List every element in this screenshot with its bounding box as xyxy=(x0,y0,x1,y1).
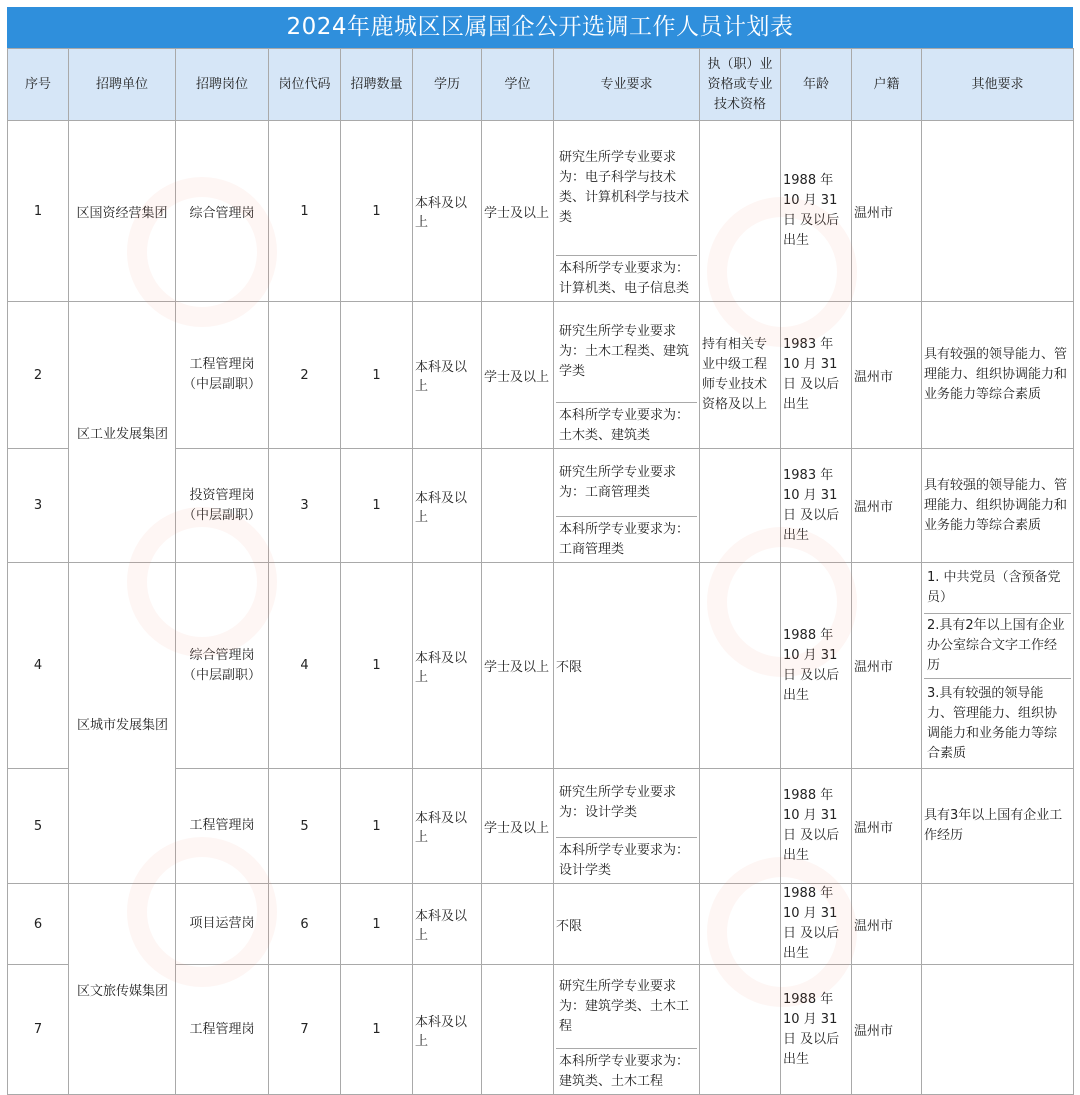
count-cell: 1 xyxy=(341,302,413,449)
major-grad: 研究生所学专业要求为：设计学类 xyxy=(559,785,677,820)
major-ug: 本科所学专业要求为：设计学类 xyxy=(556,837,697,883)
table-title: 2024年鹿城区区属国企公开选调工作人员计划表 xyxy=(7,7,1073,48)
table-row xyxy=(8,884,1074,965)
count-cell: 1 xyxy=(341,769,413,884)
cert-cell xyxy=(700,449,781,563)
cert-cell xyxy=(700,121,781,302)
major-cell xyxy=(554,965,700,1095)
major-cell xyxy=(554,769,700,884)
major-cell: 不限 xyxy=(554,563,700,769)
age-cell: 1988 年 10 月 31 日 及以后出生 xyxy=(781,121,852,302)
degree-cell xyxy=(482,449,554,563)
major-cell xyxy=(554,121,700,302)
major-ug: 本科所学专业要求为：建筑类、土木工程 xyxy=(556,1048,697,1094)
post-cell: 工程管理岗（中层副职） xyxy=(176,302,269,449)
major-cell: 不限 xyxy=(554,884,700,965)
header-seq: 序号 xyxy=(8,49,69,121)
cert-cell xyxy=(700,563,781,769)
major-grad: 研究生所学专业要求为：土木工程类、建筑学类 xyxy=(559,324,690,379)
header-unit: 招聘单位 xyxy=(69,49,176,121)
header-post: 招聘岗位 xyxy=(176,49,269,121)
code-cell: 7 xyxy=(269,965,341,1095)
degree-cell xyxy=(482,884,554,965)
hukou-cell: 温州市 xyxy=(852,121,922,302)
major-ug: 本科所学专业要求为：工商管理类 xyxy=(556,516,697,562)
hukou-cell: 温州市 xyxy=(852,449,922,563)
seq-cell: 6 xyxy=(8,884,69,965)
unit-cell: 区文旅传媒集团 xyxy=(69,884,176,1095)
count-cell: 1 xyxy=(341,884,413,965)
age-cell: 1988 年 10 月 31 日 及以后出生 xyxy=(781,563,852,769)
code-cell: 6 xyxy=(269,884,341,965)
header-row xyxy=(8,49,1074,121)
major-grad: 研究生所学专业要求为：建筑学类、土木工程 xyxy=(559,978,690,1034)
other-cell: 具有较强的领导能力、管理能力、组织协调能力和业务能力等综合素质 xyxy=(922,302,1074,449)
unit-cell: 区工业发展集团 xyxy=(69,302,176,563)
major-ug: 本科所学专业要求为：计算机类、电子信息类 xyxy=(556,255,697,301)
other-cell: 具有较强的领导能力、管理能力、组织协调能力和业务能力等综合素质 xyxy=(922,449,1074,563)
recruitment-plan-table xyxy=(7,48,1074,1095)
cert-cell xyxy=(700,965,781,1095)
degree-cell: 学士及以上 xyxy=(482,769,554,884)
cert-cell: 持有相关专业中级工程师专业技术资格及以上 xyxy=(700,302,781,449)
edu-cell: 本科及以上 xyxy=(413,449,482,563)
seq-cell: 7 xyxy=(8,965,69,1095)
seq-cell: 4 xyxy=(8,563,69,769)
seq-cell: 5 xyxy=(8,769,69,884)
header-count: 招聘数量 xyxy=(341,49,413,121)
post-cell: 综合管理岗（中层副职） xyxy=(176,563,269,769)
code-cell: 1 xyxy=(269,121,341,302)
other-cell xyxy=(922,965,1074,1095)
count-cell: 1 xyxy=(341,449,413,563)
other-item: 3.具有较强的领导能力、管理能力、组织协调能力和业务能力等综合素质 xyxy=(924,678,1071,768)
other-cell: 具有3年以上国有企业工作经历 xyxy=(922,769,1074,884)
post-cell: 工程管理岗 xyxy=(176,769,269,884)
unit-cell: 区国资经营集团 xyxy=(69,121,176,302)
edu-cell: 本科及以上 xyxy=(413,563,482,769)
major-cell xyxy=(554,449,700,563)
header-code: 岗位代码 xyxy=(269,49,341,121)
hukou-cell: 温州市 xyxy=(852,769,922,884)
header-other: 其他要求 xyxy=(922,49,1074,121)
code-cell: 3 xyxy=(269,449,341,563)
other-cell xyxy=(922,884,1074,965)
code-cell: 2 xyxy=(269,302,341,449)
other-item: 1. 中共党员（含预备党员） xyxy=(927,570,1061,605)
degree-cell: 学士及以上 xyxy=(482,121,554,302)
seq-cell: 2 xyxy=(8,302,69,449)
cert-cell xyxy=(700,769,781,884)
other-cell xyxy=(922,121,1074,302)
degree-cell: 学士及以上 xyxy=(482,302,554,449)
edu-cell: 本科及以上 xyxy=(413,121,482,302)
code-cell: 5 xyxy=(269,769,341,884)
major-cell xyxy=(554,302,700,449)
hukou-cell: 温州市 xyxy=(852,965,922,1095)
plan-document xyxy=(7,7,1073,1089)
hukou-cell: 温州市 xyxy=(852,884,922,965)
edu-cell: 本科及以上 xyxy=(413,302,482,449)
header-cert: 执（职）业资格或专业技术资格 xyxy=(700,49,781,121)
header-degree: 学位 xyxy=(482,49,554,121)
header-edu: 学历 xyxy=(413,49,482,121)
post-cell: 投资管理岗（中层副职） xyxy=(176,449,269,563)
degree-cell xyxy=(482,965,554,1095)
post-cell: 综合管理岗 xyxy=(176,121,269,302)
code-cell: 4 xyxy=(269,563,341,769)
seq-cell: 3 xyxy=(8,449,69,563)
count-cell: 1 xyxy=(341,965,413,1095)
major-grad: 研究生所学专业要求为：电子科学与技术类、计算机科学与技术类 xyxy=(559,150,690,225)
age-cell: 1983 年 10 月 31 日 及以后出生 xyxy=(781,302,852,449)
seq-cell: 1 xyxy=(8,121,69,302)
table-row xyxy=(8,121,1074,302)
table-row xyxy=(8,302,1074,449)
hukou-cell: 温州市 xyxy=(852,302,922,449)
major-ug: 本科所学专业要求为：土木类、建筑类 xyxy=(556,402,697,448)
edu-cell: 本科及以上 xyxy=(413,769,482,884)
other-item: 2.具有2年以上国有企业办公室综合文字工作经历 xyxy=(924,613,1071,678)
unit-cell: 区城市发展集团 xyxy=(69,563,176,884)
major-grad: 研究生所学专业要求为：工商管理类 xyxy=(559,464,677,500)
table-row xyxy=(8,563,1074,769)
header-hukou: 户籍 xyxy=(852,49,922,121)
age-cell: 1983 年 10 月 31 日 及以后出生 xyxy=(781,449,852,563)
age-cell: 1988 年 10 月 31 日 及以后出生 xyxy=(781,769,852,884)
age-cell: 1988 年 10 月 31 日 及以后出生 xyxy=(781,884,852,965)
hukou-cell: 温州市 xyxy=(852,563,922,769)
post-cell: 项目运营岗 xyxy=(176,884,269,965)
degree-cell: 学士及以上 xyxy=(482,563,554,769)
edu-cell: 本科及以上 xyxy=(413,965,482,1095)
edu-cell: 本科及以上 xyxy=(413,884,482,965)
header-major: 专业要求 xyxy=(554,49,700,121)
cert-cell xyxy=(700,884,781,965)
header-age: 年龄 xyxy=(781,49,852,121)
age-cell: 1988 年 10 月 31 日 及以后出生 xyxy=(781,965,852,1095)
count-cell: 1 xyxy=(341,563,413,769)
other-cell xyxy=(922,563,1074,769)
post-cell: 工程管理岗 xyxy=(176,965,269,1095)
count-cell: 1 xyxy=(341,121,413,302)
